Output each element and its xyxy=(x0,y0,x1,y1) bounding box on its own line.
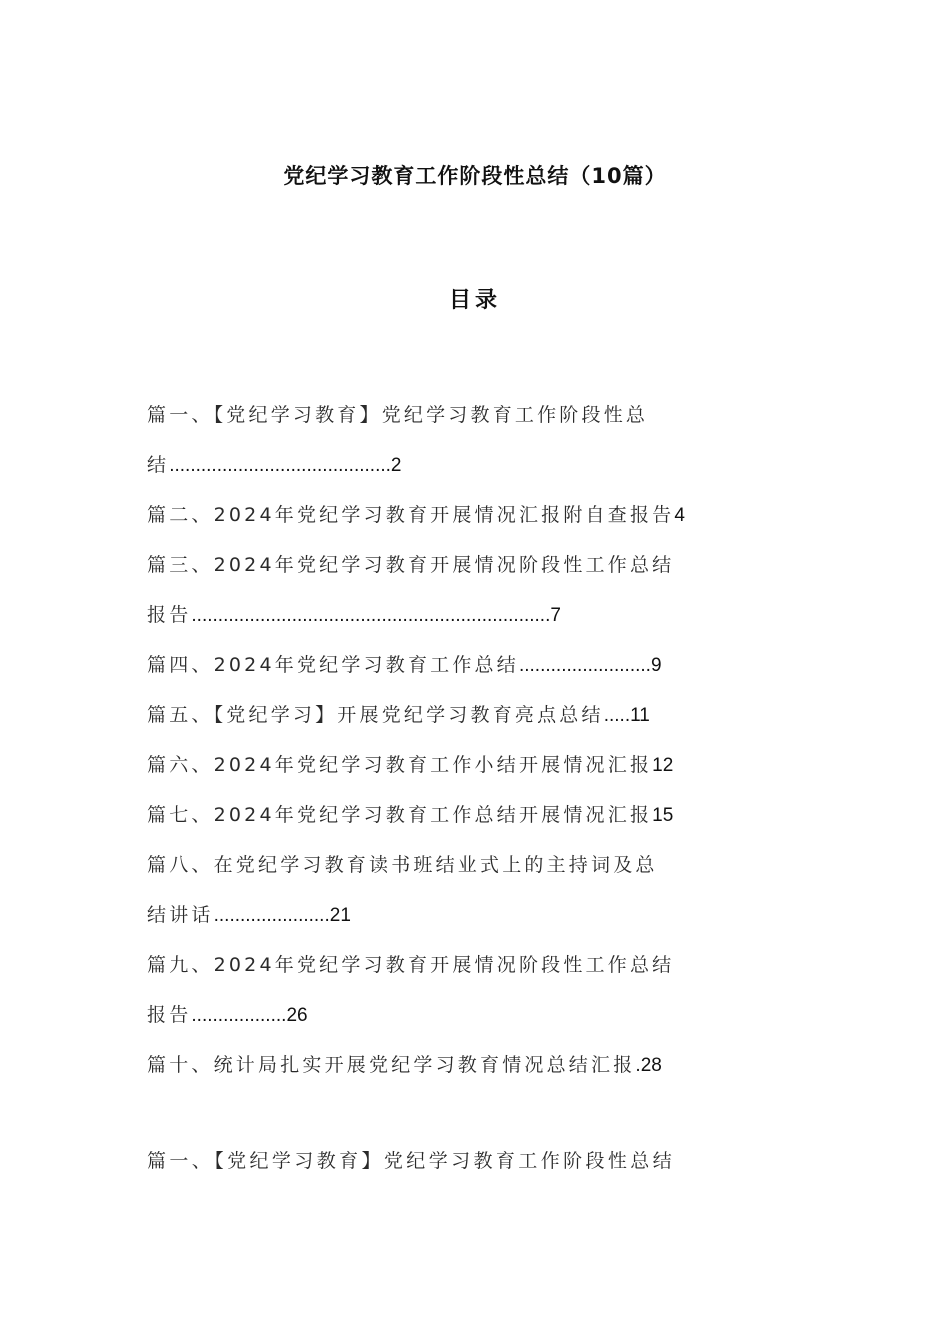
toc-entry-8-line-1[interactable] xyxy=(147,848,707,898)
toc-entry-text: 篇四、2024年党纪学习教育工作总结 xyxy=(147,654,519,676)
toc-entry-7[interactable] xyxy=(147,798,707,848)
toc-entry-1-line-2[interactable] xyxy=(147,448,707,498)
toc-entry-text: 篇三、2024年党纪学习教育开展情况阶段性工作总结 xyxy=(147,554,675,576)
toc-page-number: 4 xyxy=(674,505,685,526)
toc-entry-text: 结讲话 xyxy=(147,904,214,926)
toc-entry-2[interactable] xyxy=(147,498,707,548)
toc-entry-6[interactable] xyxy=(147,748,707,798)
toc-leader-dots: ......................... xyxy=(518,655,651,676)
toc-entry-4[interactable] xyxy=(147,648,707,698)
toc-entry-8-line-2[interactable] xyxy=(147,898,707,948)
toc-page-number: 28 xyxy=(640,1055,662,1076)
table-of-contents xyxy=(147,398,707,1098)
toc-entry-text: 篇七、2024年党纪学习教育工作总结开展情况汇报 xyxy=(147,804,653,826)
toc-leader-dots: .................. xyxy=(191,1005,287,1026)
toc-entry-text: 篇二、2024年党纪学习教育开展情况汇报附自查报告 xyxy=(147,504,675,526)
toc-heading: 目录 xyxy=(448,288,501,313)
toc-page-number: 12 xyxy=(652,755,674,776)
toc-entry-text: 篇九、2024年党纪学习教育开展情况阶段性工作总结 xyxy=(147,954,675,976)
toc-page-number: 2 xyxy=(390,455,402,476)
toc-leader-dots: .................................................................... xyxy=(191,605,551,626)
toc-entry-text: 篇一、【党纪学习教育】党纪学习教育工作阶段性总 xyxy=(147,404,649,426)
section-heading: 篇一、【党纪学习教育】党纪学习教育工作阶段性总结 xyxy=(147,1150,676,1172)
toc-entry-text: 篇五、【党纪学习】开展党纪学习教育亮点总结 xyxy=(147,704,604,726)
toc-page-number: 21 xyxy=(329,905,351,926)
toc-entry-10[interactable] xyxy=(147,1048,707,1098)
toc-entry-1-line-1[interactable] xyxy=(147,398,707,448)
toc-entry-text: 结 xyxy=(147,454,170,476)
toc-entry-3-line-2[interactable] xyxy=(147,598,707,648)
toc-page-number: 15 xyxy=(652,805,674,826)
toc-entry-9-line-2[interactable] xyxy=(147,998,707,1048)
toc-leader-dots: ..... xyxy=(603,705,631,726)
toc-leader-dots: ...................... xyxy=(213,905,330,926)
toc-leader-dots: . xyxy=(635,1055,641,1076)
document-title: 党纪学习教育工作阶段性总结（10篇） xyxy=(283,164,667,188)
toc-page-number: 26 xyxy=(286,1005,308,1026)
toc-entry-text: 篇八、在党纪学习教育读书班结业式上的主持词及总 xyxy=(147,854,658,876)
toc-page-number: 9 xyxy=(650,655,662,676)
toc-entry-5[interactable] xyxy=(147,698,707,748)
toc-entry-3-line-1[interactable] xyxy=(147,548,707,598)
toc-leader-dots: .......................................... xyxy=(169,455,391,476)
toc-page-number: 7 xyxy=(550,605,561,626)
toc-entry-9-line-1[interactable] xyxy=(147,948,707,998)
toc-entry-text: 篇十、统计局扎实开展党纪学习教育情况总结汇报 xyxy=(147,1054,636,1076)
toc-page-number: 11 xyxy=(630,705,650,726)
toc-entry-text: 报告 xyxy=(147,604,192,626)
toc-entry-text: 报告 xyxy=(147,1004,192,1026)
toc-entry-text: 篇六、2024年党纪学习教育工作小结开展情况汇报 xyxy=(147,754,653,776)
